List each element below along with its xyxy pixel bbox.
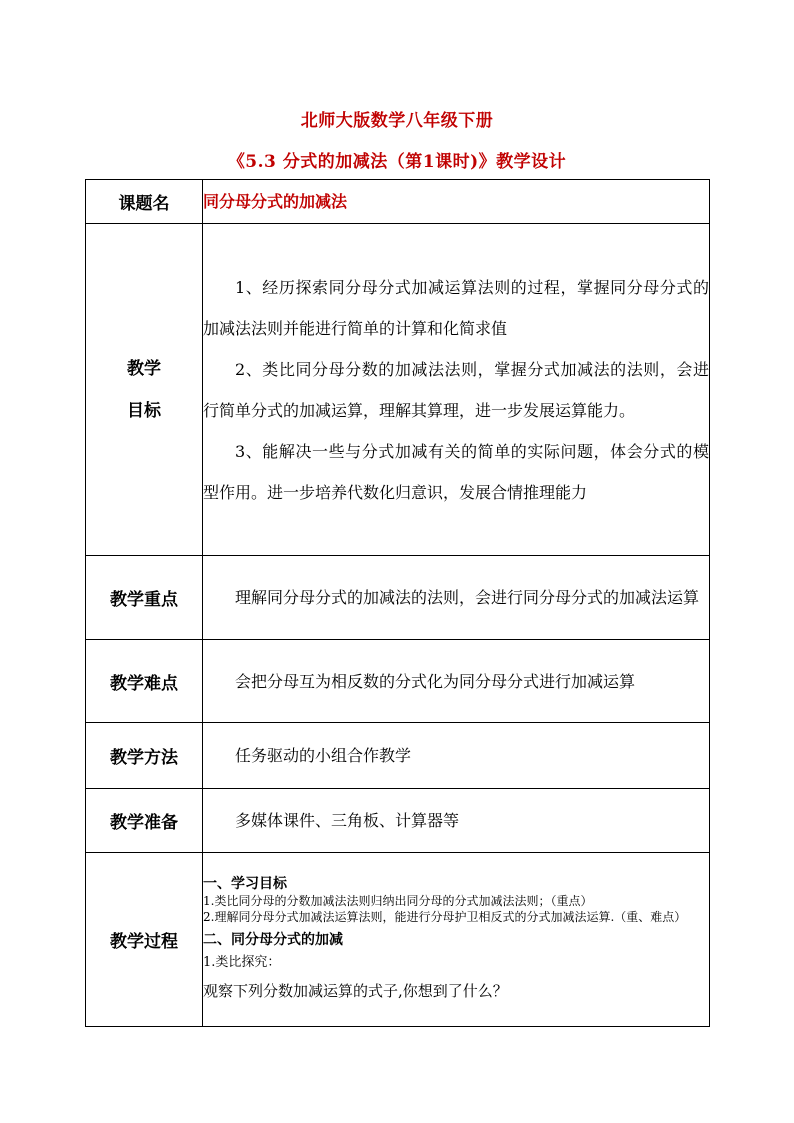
difficulties-text: 会把分母互为相反数的分式化为同分母分式进行加减运算: [235, 671, 636, 691]
goal-2: 2、类比同分母分数的加减法法则，掌握分式加减法的法则，会进行简单分式的加减运算，理解其算理，进一步发展运算能力。: [203, 359, 709, 420]
method-text: 任务驱动的小组合作教学: [235, 746, 412, 765]
label-method: 教学方法: [86, 723, 203, 789]
process-heading-2: 二、同分母分式的加减: [203, 931, 343, 948]
goal-3: 3、能解决一些与分式加减有关的简单的实际问题，体会分式的模型作用。进一步培养代数化归意识，发展合情推理能力: [203, 441, 709, 502]
row-process: [86, 853, 710, 1027]
process-sub-1: 1.类比探究：: [203, 954, 281, 970]
label-topic: 课题名: [86, 180, 203, 224]
value-difficulties: [203, 640, 710, 723]
document-title: 北师大版数学八年级下册: [300, 111, 494, 131]
process-sub-2: 观察下列分数加减运算的式子,你想到了什么？: [203, 981, 508, 1000]
label-difficulties: 教学难点: [86, 640, 203, 723]
key-points-text: 理解同分母分式的加减法的法则，会进行同分母分式的加减法运算: [235, 588, 700, 607]
value-preparation: [203, 789, 710, 853]
process-item-1: 1.类比同分母的分数加减法法则归纳出同分母的分式加减法法则；（重点）: [203, 893, 593, 908]
row-preparation: [86, 789, 710, 853]
row-difficulties: [86, 640, 710, 723]
label-goals: [86, 224, 203, 556]
row-method: [86, 723, 710, 789]
label-goals-line2: 目标: [127, 400, 161, 421]
goal-1: 1、经历探索同分母分式加减运算法则的过程，掌握同分母分式的加减法法则并能进行简单的计算和化简求值: [203, 277, 709, 338]
label-preparation: 教学准备: [86, 789, 203, 853]
row-topic: [86, 180, 710, 224]
value-key-points: [203, 556, 710, 640]
value-process: [203, 853, 710, 1027]
topic-text: 同分母分式的加减法: [203, 192, 348, 211]
label-goals-line1: 教学: [127, 358, 161, 379]
value-goals: [203, 224, 710, 556]
process-item-2: 2.理解同分母分式加减法运算法则，能进行分母护卫相反式的分式加减法运算.（重、难点）: [203, 909, 687, 924]
document-subtitle: 《5.3 分式的加减法（第1课时)》教学设计: [227, 152, 567, 172]
row-key-points: [86, 556, 710, 640]
row-goals: [86, 224, 710, 556]
label-key-points: 教学重点: [86, 556, 203, 640]
value-method: [203, 723, 710, 789]
preparation-text: 多媒体课件、三角板、计算器等: [235, 811, 460, 830]
label-process: 教学过程: [86, 853, 203, 1027]
value-topic: [203, 180, 710, 224]
process-heading-1: 一、学习目标: [203, 875, 287, 892]
lesson-plan-table: [85, 179, 710, 1027]
